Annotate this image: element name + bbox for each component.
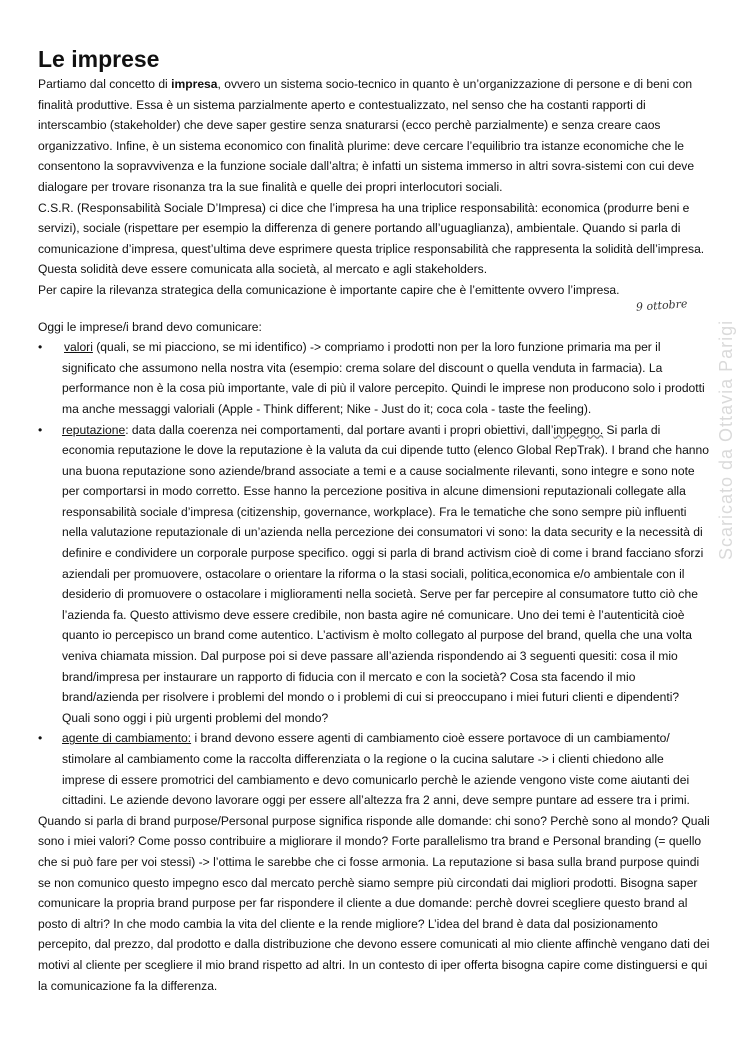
- intro-paragraph: [38, 74, 710, 198]
- handwritten-date-note: 9 ottobre: [635, 297, 688, 314]
- agente-term: agente di cambiamento:: [62, 731, 192, 746]
- agente-text: i brand devono essere agenti di cambiamento cioè essere portavoce di un cambiamento/ stimolare al cambiamento come la raccolta differenziata o la regione o la cucina salutare -> i clienti chiedono alle imprese di essere promotrici del cambiamento e devo comunicarlo perchè le aziende vengono viste come aiutanti dei cittadini. Le aziende devono lavorare oggi per essere all’altezza fra 2 anni, deve sempre puntare ad essere tra i primi.: [62, 731, 690, 808]
- intro-text-a: Partiamo dal concetto di: [38, 77, 172, 91]
- impresa-term: impresa: [171, 77, 218, 91]
- bullet-list: [38, 337, 710, 811]
- csr-paragraph: C.S.R. (Responsabilità Sociale D’Impresa) ci dice che l’impresa ha una triplice responsabilità: economica (produrre beni e servizi), sociale (rispettare per esempio la differenza di genere portando all’uguaglianza), ambientale. Quando si parla di comunicazione d’impresa, quest’ultima deve esprimere questa triplice responsabilità che rappresenta la solidità dell’impresa. Questa solidità deve essere comunicata alla società, al mercato e agli stakeholders.: [38, 200, 705, 277]
- valori-text: (quali, se mi piacciono, se mi identifico) -> compriamo i prodotti non per la loro funzione primaria ma per il significato che assumono nella nostra vita (esempio: crema solare del discount o quella venduta in farmacia). La performance non è la cosa più importante, vale di più il valore percepito. Quindi le imprese non producono solo i prodotti ma anche messaggi valoriali (Apple - Think different; Nike - Just do it; coca cola - taste the feeling).: [62, 340, 705, 416]
- impegno-spellcheck: impegno.: [553, 422, 604, 437]
- list-item-valori: [38, 337, 710, 419]
- emittente-paragraph: Per capire la rilevanza strategica della comunicazione è importante capire che è l’emittente ovvero l’impresa.: [38, 282, 620, 297]
- page-title: Le imprese: [38, 46, 160, 72]
- bullet-dot: •: [38, 422, 43, 437]
- list-item-agente: [38, 728, 710, 810]
- valori-term: valori: [64, 340, 93, 355]
- bullet-dot: •: [38, 340, 43, 355]
- bullet-dot: •: [38, 731, 43, 746]
- reputazione-text-b: Si parla di economia reputazione le dove la reputazione è la valuta da cui dipende tutto (elenco Global RepTrak). I brand che hanno una buona reputazione sono aziende/brand associate a temi e a cause socialmente rilevanti, sono integre e sono note per comportarsi in modo corretto. Esse hanno la percezione positiva in alcune dimensioni reputazionali collegate alla responsabilità sociale d’impresa (citizenship, governance, workplace). Fra le tematiche che sono sempre più influenti nella valutazione reputazionale di un’azienda nella percezione dei consumatori vi sono: la data security e la necessità di definire e condividere un corporale purpose specifico. oggi si parla di brand activism cioè di come i brand facciano sforzi aziendali per promuovere, ostacolare o orientare la riforma o la stasi sociali, politica,economica e/o ambientale con il desiderio di promuovere o ostacolare i miglioramenti nella società. Serve per far percepire al consumatore tutto ciò che l’azienda fa. Questo attivismo deve essere credibile, non basta agire né comunicare. Uno dei temi è l’autenticità cioè quanto io percepisco un brand come autentico. L’activism è molto collegato al purpose del brand, quella che una volta veniva chiamata mission. Dal purpose poi si deve passare all’azienda rispondendo ai 3 seguenti quesiti: cosa il mio brand/impresa per instaurare un rapporto di fiducia con il mercato e con la società? Cosa sta facendo il mio brand/azienda per risolvere i problemi del mondo o i problemi di cui si preoccupano i miei futuri clienti e dipendenti? Quali sono oggi i più urgenti problemi del mondo?: [62, 422, 709, 725]
- oggi-intro-line: Oggi le imprese/i brand devo comunicare:: [38, 319, 262, 334]
- reputazione-text-a: : data dalla coerenza nei comportamenti, dal portare avanti i propri obiettivi, dall’: [125, 422, 554, 437]
- watermark: Scaricato da Ottavia Parigi: [716, 319, 736, 560]
- intro-text-b: , ovvero un sistema socio-tecnico in quanto è un’organizzazione di persone e di beni con finalità produttive. Essa è un sistema parzialmente aperto e contestualizzato, nel senso che ha costanti rapporti di interscambio (stakeholder) che deve saper gestire senza snaturarsi (ecco perchè parzialmente) e senza creare caos organizzativo. Infine, è un sistema economico con finalità plurime: deve cercare l’equilibrio tra istanze economiche che le consentono la sopravvivenza e la funzione sociale dall’altra; è infatti un sistema immerso in altri sovra-sistemi con cui deve dialogare per trovare risonanza tra la sue finalità e quelle dei propri interlocutori sociali.: [38, 77, 695, 194]
- closing-paragraph: Quando si parla di brand purpose/Personal purpose significa risponde alle domande: chi sono? Perchè sono al mondo? Quali sono i miei valori? Come posso contribuire a migliorare il mondo? Forte parallelismo tra brand e Personal branding (= quello che si può fare per voi stessi) -> l’ottima le sarebbe che ci fosse armonia. La reputazione si basa sulla brand purpose quindi se non comunico questo impegno esco dal mercato perchè siamo sempre più circondati dai migliori prodotti. Bisogna saper comunicare la propria brand purpose per far rispondere il cliente a due domande: perchè dovrei scegliere questo brand al posto di altri? In che modo cambia la vita del cliente e la rende migliore? L’idea del brand è data dal posizionamento percepito, dal prezzo, dal prodotto e dalla distribuzione che devono essere comunicati al mio cliente affinchè vengano dati dei motivi al cliente per scegliere il mio brand rispetto ad altri. In un contesto di iper offerta bisogna capire come distinguersi e qui la comunicazione fa la differenza.: [38, 813, 710, 993]
- reputazione-term: reputazione: [62, 422, 126, 437]
- list-item-reputazione: [38, 420, 710, 729]
- document-body: [38, 74, 710, 996]
